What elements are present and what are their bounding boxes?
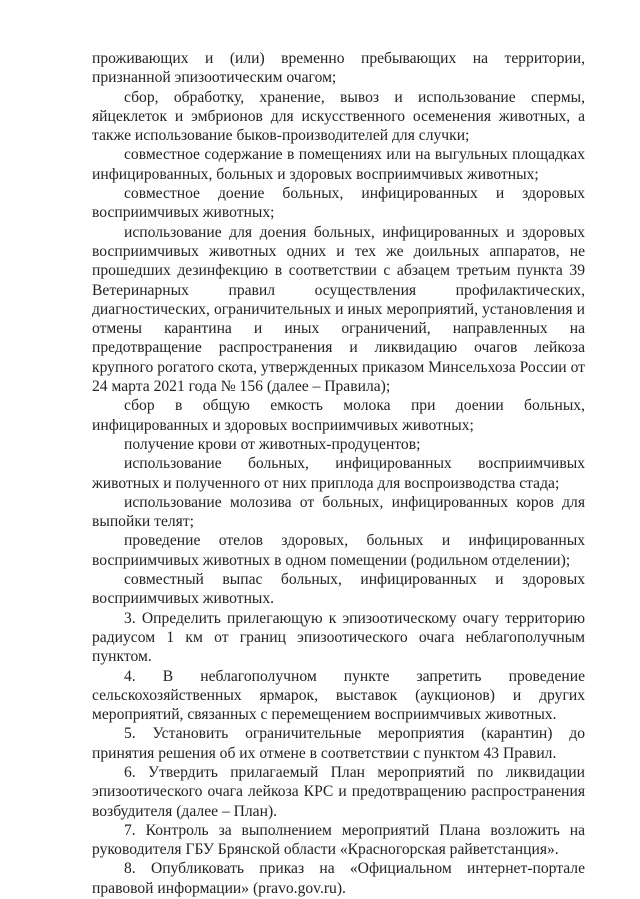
- paragraph-calving: проведение отелов здоровых, больных и инфицированных восприимчивых животных в одном помещении (родильном отделении);: [92, 532, 585, 569]
- paragraph-grazing: совместный выпас больных, инфицированных и здоровых восприимчивых животных.: [92, 571, 585, 608]
- document-page: [92, 49, 585, 898]
- paragraph-item-8: 8. Опубликовать приказ на «Официальном интернет-портале правовой информации» (pravo.gov.ru).: [92, 860, 585, 897]
- paragraph-continuation: проживающих и (или) временно пребывающих на территории, признанной эпизоотическим очагом;: [92, 50, 585, 87]
- paragraph-herd-reproduction: использование больных, инфицированных восприимчивых животных и полученного от них приплода для воспроизводства стада;: [92, 455, 585, 492]
- paragraph-milk-collection: сбор в общую емкость молока при доении больных, инфицированных и здоровых восприимчивых животных;: [92, 397, 585, 434]
- paragraph-item-4: 4. В неблагополучном пункте запретить проведение сельскохозяйственных ярмарок, выставок (аукционов) и других мероприятий, связанных с перемещением восприимчивых животных.: [92, 667, 585, 724]
- paragraph-joint-housing: совместное содержание в помещениях или на выгульных площадках инфицированных, больных и здоровых восприимчивых животных;: [92, 146, 585, 183]
- paragraph-semen-collection: сбор, обработку, хранение, вывоз и использование спермы, яйцеклеток и эмбрионов для искусственного осеменения животных, а также использование быков-производителей для случки;: [92, 88, 585, 145]
- paragraph-item-5: 5. Установить ограничительные мероприятия (карантин) до принятия решения об их отмене в соответствии с пунктом 43 Правил.: [92, 725, 585, 762]
- paragraph-joint-milking: совместное доение больных, инфицированных и здоровых восприимчивых животных;: [92, 185, 585, 222]
- paragraph-item-7: 7. Контроль за выполнением мероприятий Плана возложить на руководителя ГБУ Брянской области «Красногорская райветстанция».: [92, 821, 585, 859]
- paragraph-blood-collection: получение крови от животных-продуцентов;: [124, 435, 421, 453]
- paragraph-item-3: 3. Определить прилегающую к эпизоотическому очагу территорию радиусом 1 км от границ эпизоотического очага неблагополучным пунктом.: [92, 609, 585, 666]
- paragraph-milking-equipment: использование для доения больных, инфицированных и здоровых восприимчивых животных одних и тех же доильных аппаратов, не прошедших дезинфекцию в соответствии с абзацем третьим пункта 39 Ветеринарных правил осуществления профилактических, диагностических, ограничительных и иных мероприятий, установления и отмены карантина и иных ограничений, направленных на предотвращение распространения и ликвидацию очагов лейкоза крупного рогатого скота, утвержденных приказом Минсельхоза России от 24 марта 2021 года № 156 (далее – Правила);: [92, 223, 585, 396]
- paragraph-colostrum: использование молозива от больных, инфицированных коров для выпойки телят;: [92, 493, 585, 531]
- paragraph-item-6: 6. Утвердить прилагаемый План мероприятий по ликвидации эпизоотического очага лейкоза КРС и предотвращению распространения возбудителя (далее – План).: [92, 763, 585, 820]
